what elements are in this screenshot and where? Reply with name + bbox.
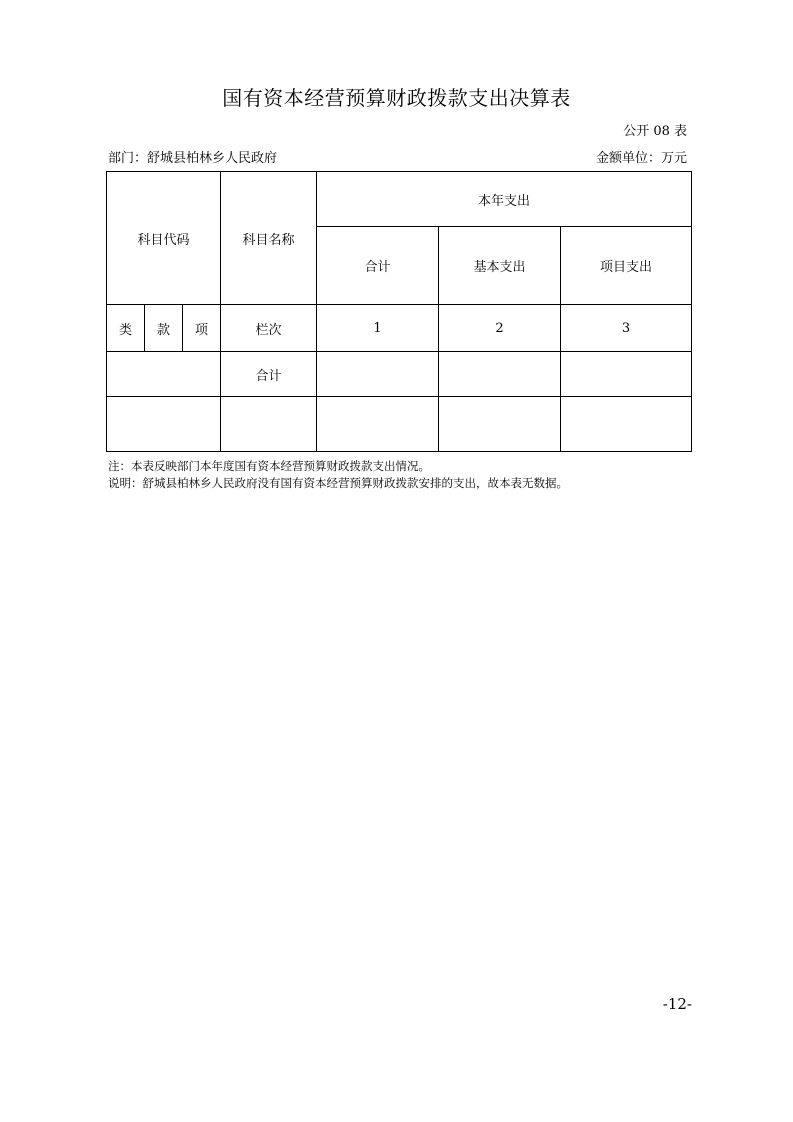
total-row-code [107,352,221,397]
empty-row-basic [439,397,561,452]
header-basic-expenditure: 基本支出 [439,227,561,305]
notes [108,458,568,492]
total-row [107,352,692,397]
header-project-expenditure: 项目支出 [561,227,692,305]
form-code: 公开 08 表 [623,124,687,139]
empty-row-name [221,397,317,452]
empty-row-code [107,397,221,452]
index-column-label: 栏次 [221,305,317,352]
index-lei: 类 [107,305,145,352]
header-subject-name: 科目名称 [221,172,317,305]
empty-row-project [561,397,692,452]
department-label: 部门：舒城县柏林乡人民政府 [108,151,278,166]
empty-row-total [317,397,439,452]
expenditure-table [106,171,692,452]
note-text: 注：本表反映部门本年度国有资本经营预算财政拨款支出情况。 [108,459,430,473]
index-col-1: 1 [317,305,439,352]
page-title: 国有资本经营预算财政拨款支出决算表 [222,86,571,110]
total-row-basic [439,352,561,397]
index-kuan: 款 [145,305,183,352]
header-total: 合计 [317,227,439,305]
header-subject-code: 科目代码 [107,172,221,305]
explanation-text: 说明：舒城县柏林乡人民政府没有国有资本经营预算财政拨款安排的支出，故本表无数据。 [108,476,568,490]
index-xiang: 项 [183,305,221,352]
header-current-year-expenditure: 本年支出 [317,172,692,227]
table-row [107,397,692,452]
index-row [107,305,692,352]
index-col-3: 3 [561,305,692,352]
total-row-project [561,352,692,397]
total-row-label: 合计 [221,352,317,397]
index-col-2: 2 [439,305,561,352]
page-number: -12- [662,995,692,1013]
header-row-1 [107,172,692,227]
total-row-total [317,352,439,397]
amount-unit-label: 金额单位：万元 [595,151,687,166]
